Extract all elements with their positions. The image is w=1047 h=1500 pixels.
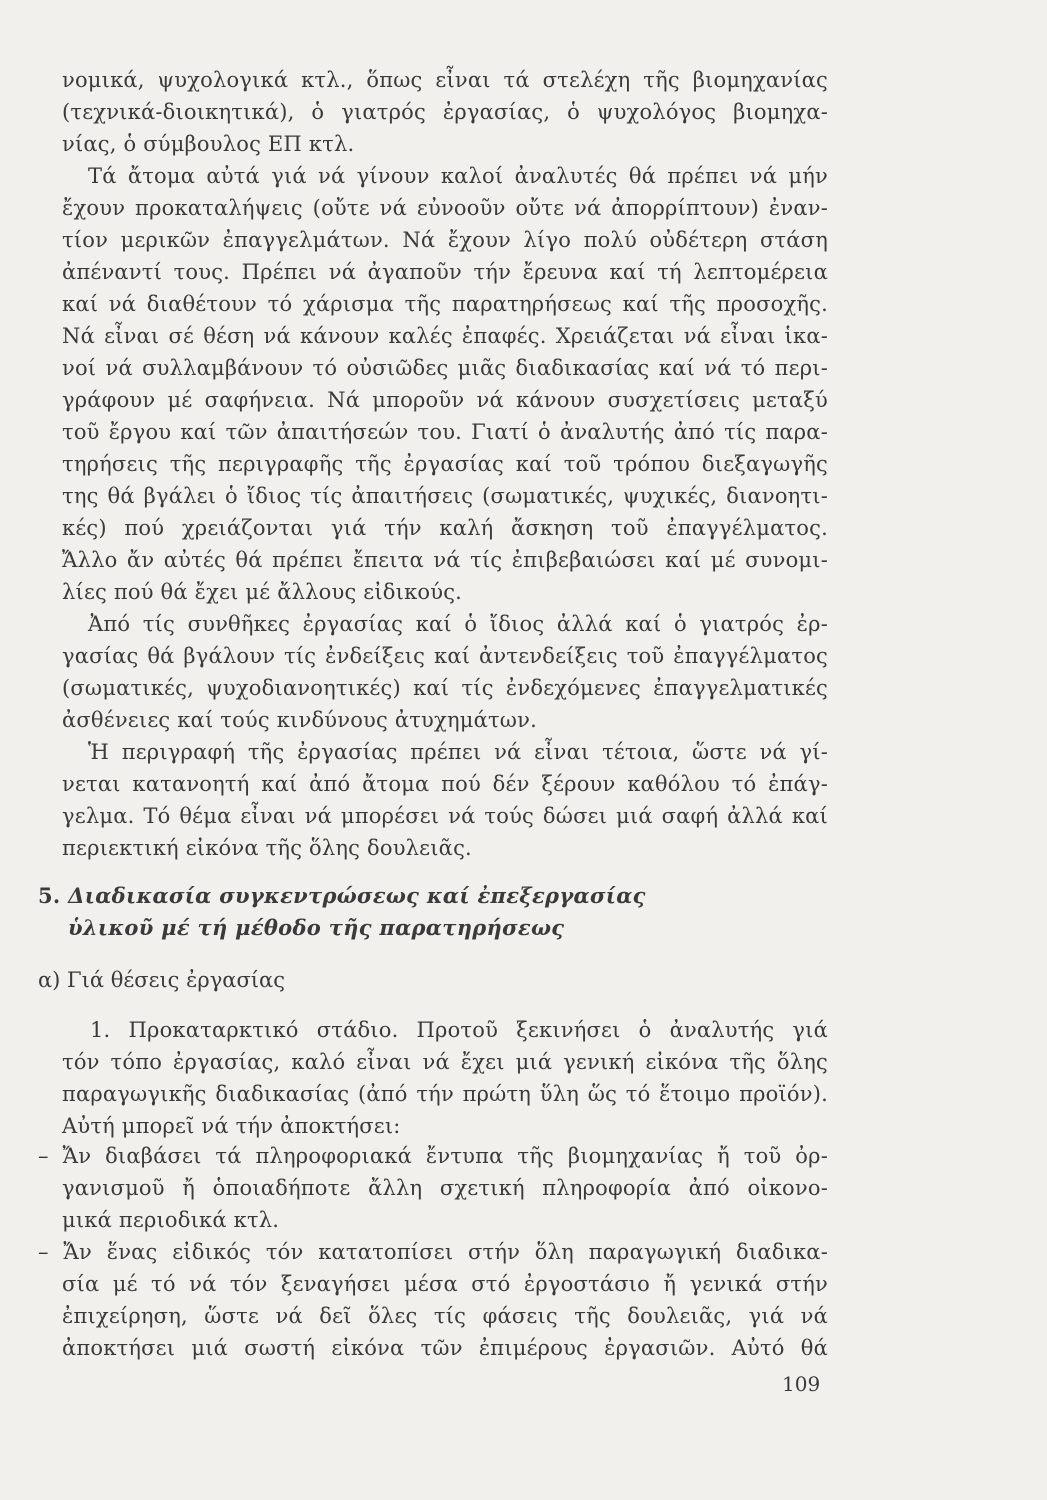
text-line: Αὐτή μπορεῖ νά τήν ἀποκτήσει: [62,1114,401,1138]
subsection-title: α) Γιά θέσεις ἐργασίας [38,968,285,992]
section-title-line-1: Διαδικασία συγκεντρώσεως καί ἐπεξεργασίας [68,883,646,908]
text-line: Ἡ περιγραφή τῆς ἐργασίας πρέπει νά εἶναι τέτοια, ὥστε νά γί- [88,740,828,764]
page-number: 109 [782,1372,821,1396]
text-line: Ἀπό τίς συνθῆκες ἐργασίας καί ὁ ἴδιος ἀλλά καί ὁ γιατρός ἐρ- [88,612,828,636]
text-line: Τά ἄτομα αὐτά γιά νά γίνουν καλοί ἀναλυτές θά πρέπει νά μήν [88,164,828,188]
text-line: Ἄλλο ἄν αὐτές θά πρέπει ἔπειτα νά τίς ἐπιβεβαιώσει καί μέ συνομι- [62,548,828,572]
list-item: – Ἄν ἕνας εἰδικός τόν κατατοπίσει στήν ὅλη παραγωγική διαδικα- [38,1240,828,1264]
text-line: περιεκτική εἰκόνα τῆς ὅλης δουλειᾶς. [62,836,472,860]
text-line: τηρήσεις τῆς περιγραφῆς τῆς ἐργασίας καί τοῦ τρόπου διεξαγωγῆς [62,452,828,476]
text-line: νομικά, ψυχολογικά κτλ., ὅπως εἶναι τά στελέχη τῆς βιομηχανίας [62,68,828,92]
text-line: γελμα. Τό θέμα εἶναι νά μπορέσει νά τούς δώσει μιά σαφή ἀλλά καί [62,804,828,828]
text-line: σία μέ τό νά τόν ξεναγήσει μέσα στό ἐργοστάσιο ἤ γενικά στήν [62,1272,828,1296]
section-heading [38,880,646,912]
text-line: 1. Προκαταρκτικό στάδιο. Προτοῦ ξεκινήσει ὁ ἀναλυτής γιά [90,1018,828,1042]
section-number: 5. [38,883,61,908]
text-line: τόν τόπο ἐργασίας, καλό εἶναι νά ἔχει μιά γενική εἰκόνα τῆς ὅλης [62,1050,828,1074]
text-line: καί νά διαθέτουν τό χάρισμα τῆς παρατηρήσεως καί τῆς προσοχῆς. [62,292,828,316]
text-line: νοί νά συλλαμβάνουν τό οὐσιῶδες μιᾶς διαδικασίας καί νά τό περι- [62,356,828,380]
text-line: Νά εἶναι σέ θέση νά κάνουν καλές ἐπαφές. Χρειάζεται νά εἶναι ἱκα- [62,324,828,348]
text-line: ἔχουν προκαταλήψεις (οὔτε νά εὐνοοῦν οὔτε νά ἀπορρίπτουν) ἐναν- [62,196,828,220]
text-line: γανισμοῦ ἤ ὁποιαδήποτε ἄλλη σχετική πληροφορία ἀπό οἰκονο- [62,1176,828,1200]
text-line: τίον μερικῶν ἐπαγγελμάτων. Νά ἔχουν λίγο πολύ οὐδέτερη στάση [62,228,828,252]
text-line: της θά βγάλει ὁ ἴδιος τίς ἀπαιτήσεις (σωματικές, ψυχικές, διανοητι- [62,484,828,508]
text-line: ἀσθένειες καί τούς κινδύνους ἀτυχημάτων. [62,708,537,732]
text-line: γασίας θά βγάλουν τίς ἐνδείξεις καί ἀντενδείξεις τοῦ ἐπαγγέλματος [62,644,828,668]
text-line: λίες πού θά ἔχει μέ ἄλλους εἰδικούς. [62,580,463,604]
text-line: (σωματικές, ψυχοδιανοητικές) καί τίς ἐνδεχόμενες ἐπαγγελματικές [62,676,828,700]
text-line: γράφουν μέ σαφήνεια. Νά μποροῦν νά κάνουν συσχετίσεις μεταξύ [62,388,828,412]
text-line: ἀπέναντί τους. Πρέπει νά ἀγαποῦν τήν ἔρευνα καί τή λεπτομέρεια [62,260,828,284]
text-line: νεται κατανοητή καί ἀπό ἄτομα πού δέν ξέρουν καθόλου τό ἐπάγ- [62,772,828,796]
list-item: – Ἄν διαβάσει τά πληροφοριακά ἔντυπα τῆς βιομηχανίας ἤ τοῦ ὀρ- [38,1144,828,1168]
text-line: παραγωγικῆς διαδικασίας (ἀπό τήν πρώτη ὕλη ὥς τό ἕτοιμο προϊόν). [62,1082,828,1106]
text-line: νίας, ὁ σύμβουλος ΕΠ κτλ. [62,132,355,156]
text-line: μικά περιοδικά κτλ. [62,1208,280,1232]
text-line: (τεχνικά-διοικητικά), ὁ γιατρός ἐργασίας, ὁ ψυχολόγος βιομηχα- [62,100,828,124]
text-line: ἀποκτήσει μιά σωστή εἰκόνα τῶν ἐπιμέρους ἐργασιῶν. Αὐτό θά [62,1336,828,1360]
text-line: τοῦ ἔργου καί τῶν ἀπαιτήσεών του. Γιατί ὁ ἀναλυτής ἀπό τίς παρα- [62,420,828,444]
text-line: ἐπιχείρηση, ὥστε νά δεῖ ὅλες τίς φάσεις τῆς δουλειᾶς, γιά νά [62,1304,828,1328]
text-line: κές) πού χρειάζονται γιά τήν καλή ἄσκηση τοῦ ἐπαγγέλματος. [62,516,828,540]
section-title-line-2: ὑλικοῦ μέ τή μέθοδο τῆς παρατηρήσεως [68,915,565,940]
